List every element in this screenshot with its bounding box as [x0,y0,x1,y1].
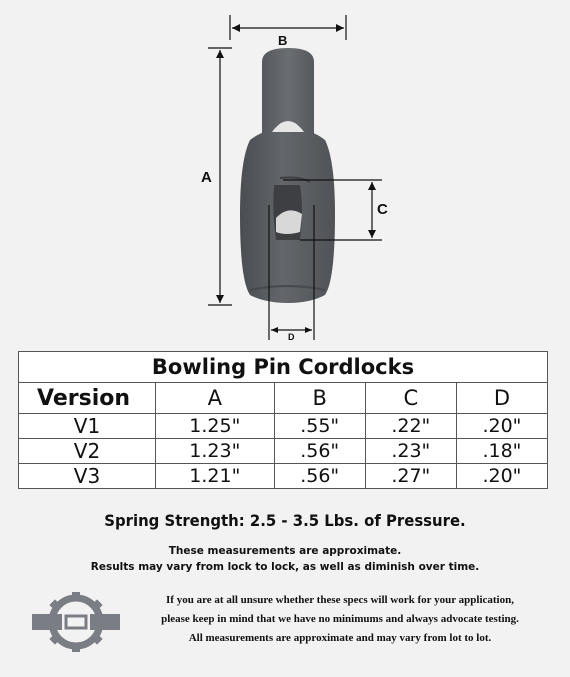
header-d: D [456,383,547,414]
table-header-row [19,383,548,414]
note-results-vary: Results may vary from lock to lock, as well as diminish over time. [90,561,480,573]
cell-version: V2 [19,439,156,464]
header-b: B [274,383,365,414]
disclaimer-line-1: If you are at all unsure whether these specs will work for your application, [166,594,514,606]
dimension-c-label: C [377,201,388,218]
cell-b: .55" [274,414,365,439]
cell-a: 1.21" [156,464,275,489]
note-approximate: These measurements are approximate. [168,545,402,557]
cell-c: .27" [365,464,456,489]
cell-a: 1.23" [156,439,275,464]
cell-d: .20" [456,464,547,489]
disclaimer-line-3: All measurements are approximate and may vary from lot to lot. [188,632,492,644]
table-row [19,439,548,464]
header-version: Version [19,383,156,414]
disclaimer-line-2: please keep in mind that we have no minimums and always advocate testing. [161,613,519,625]
table-row [19,414,548,439]
cell-d: .20" [456,414,547,439]
table-row [19,464,548,489]
cell-d: .18" [456,439,547,464]
cell-a: 1.25" [156,414,275,439]
dimension-d-label: D [288,332,295,342]
cell-version: V3 [19,464,156,489]
cell-b: .56" [274,439,365,464]
cell-version: V1 [19,414,156,439]
cell-c: .22" [365,414,456,439]
dimension-b-label: B [278,33,288,48]
dimension-a-label: A [201,169,212,186]
table-title: Bowling Pin Cordlocks [19,352,548,383]
spec-table [18,351,548,489]
cell-c: .23" [365,439,456,464]
spring-strength: Spring Strength: 2.5 - 3.5 Lbs. of Pressure. [104,511,466,530]
header-a: A [156,383,275,414]
cell-b: .56" [274,464,365,489]
header-c: C [365,383,456,414]
gear-logo-icon [32,592,120,652]
